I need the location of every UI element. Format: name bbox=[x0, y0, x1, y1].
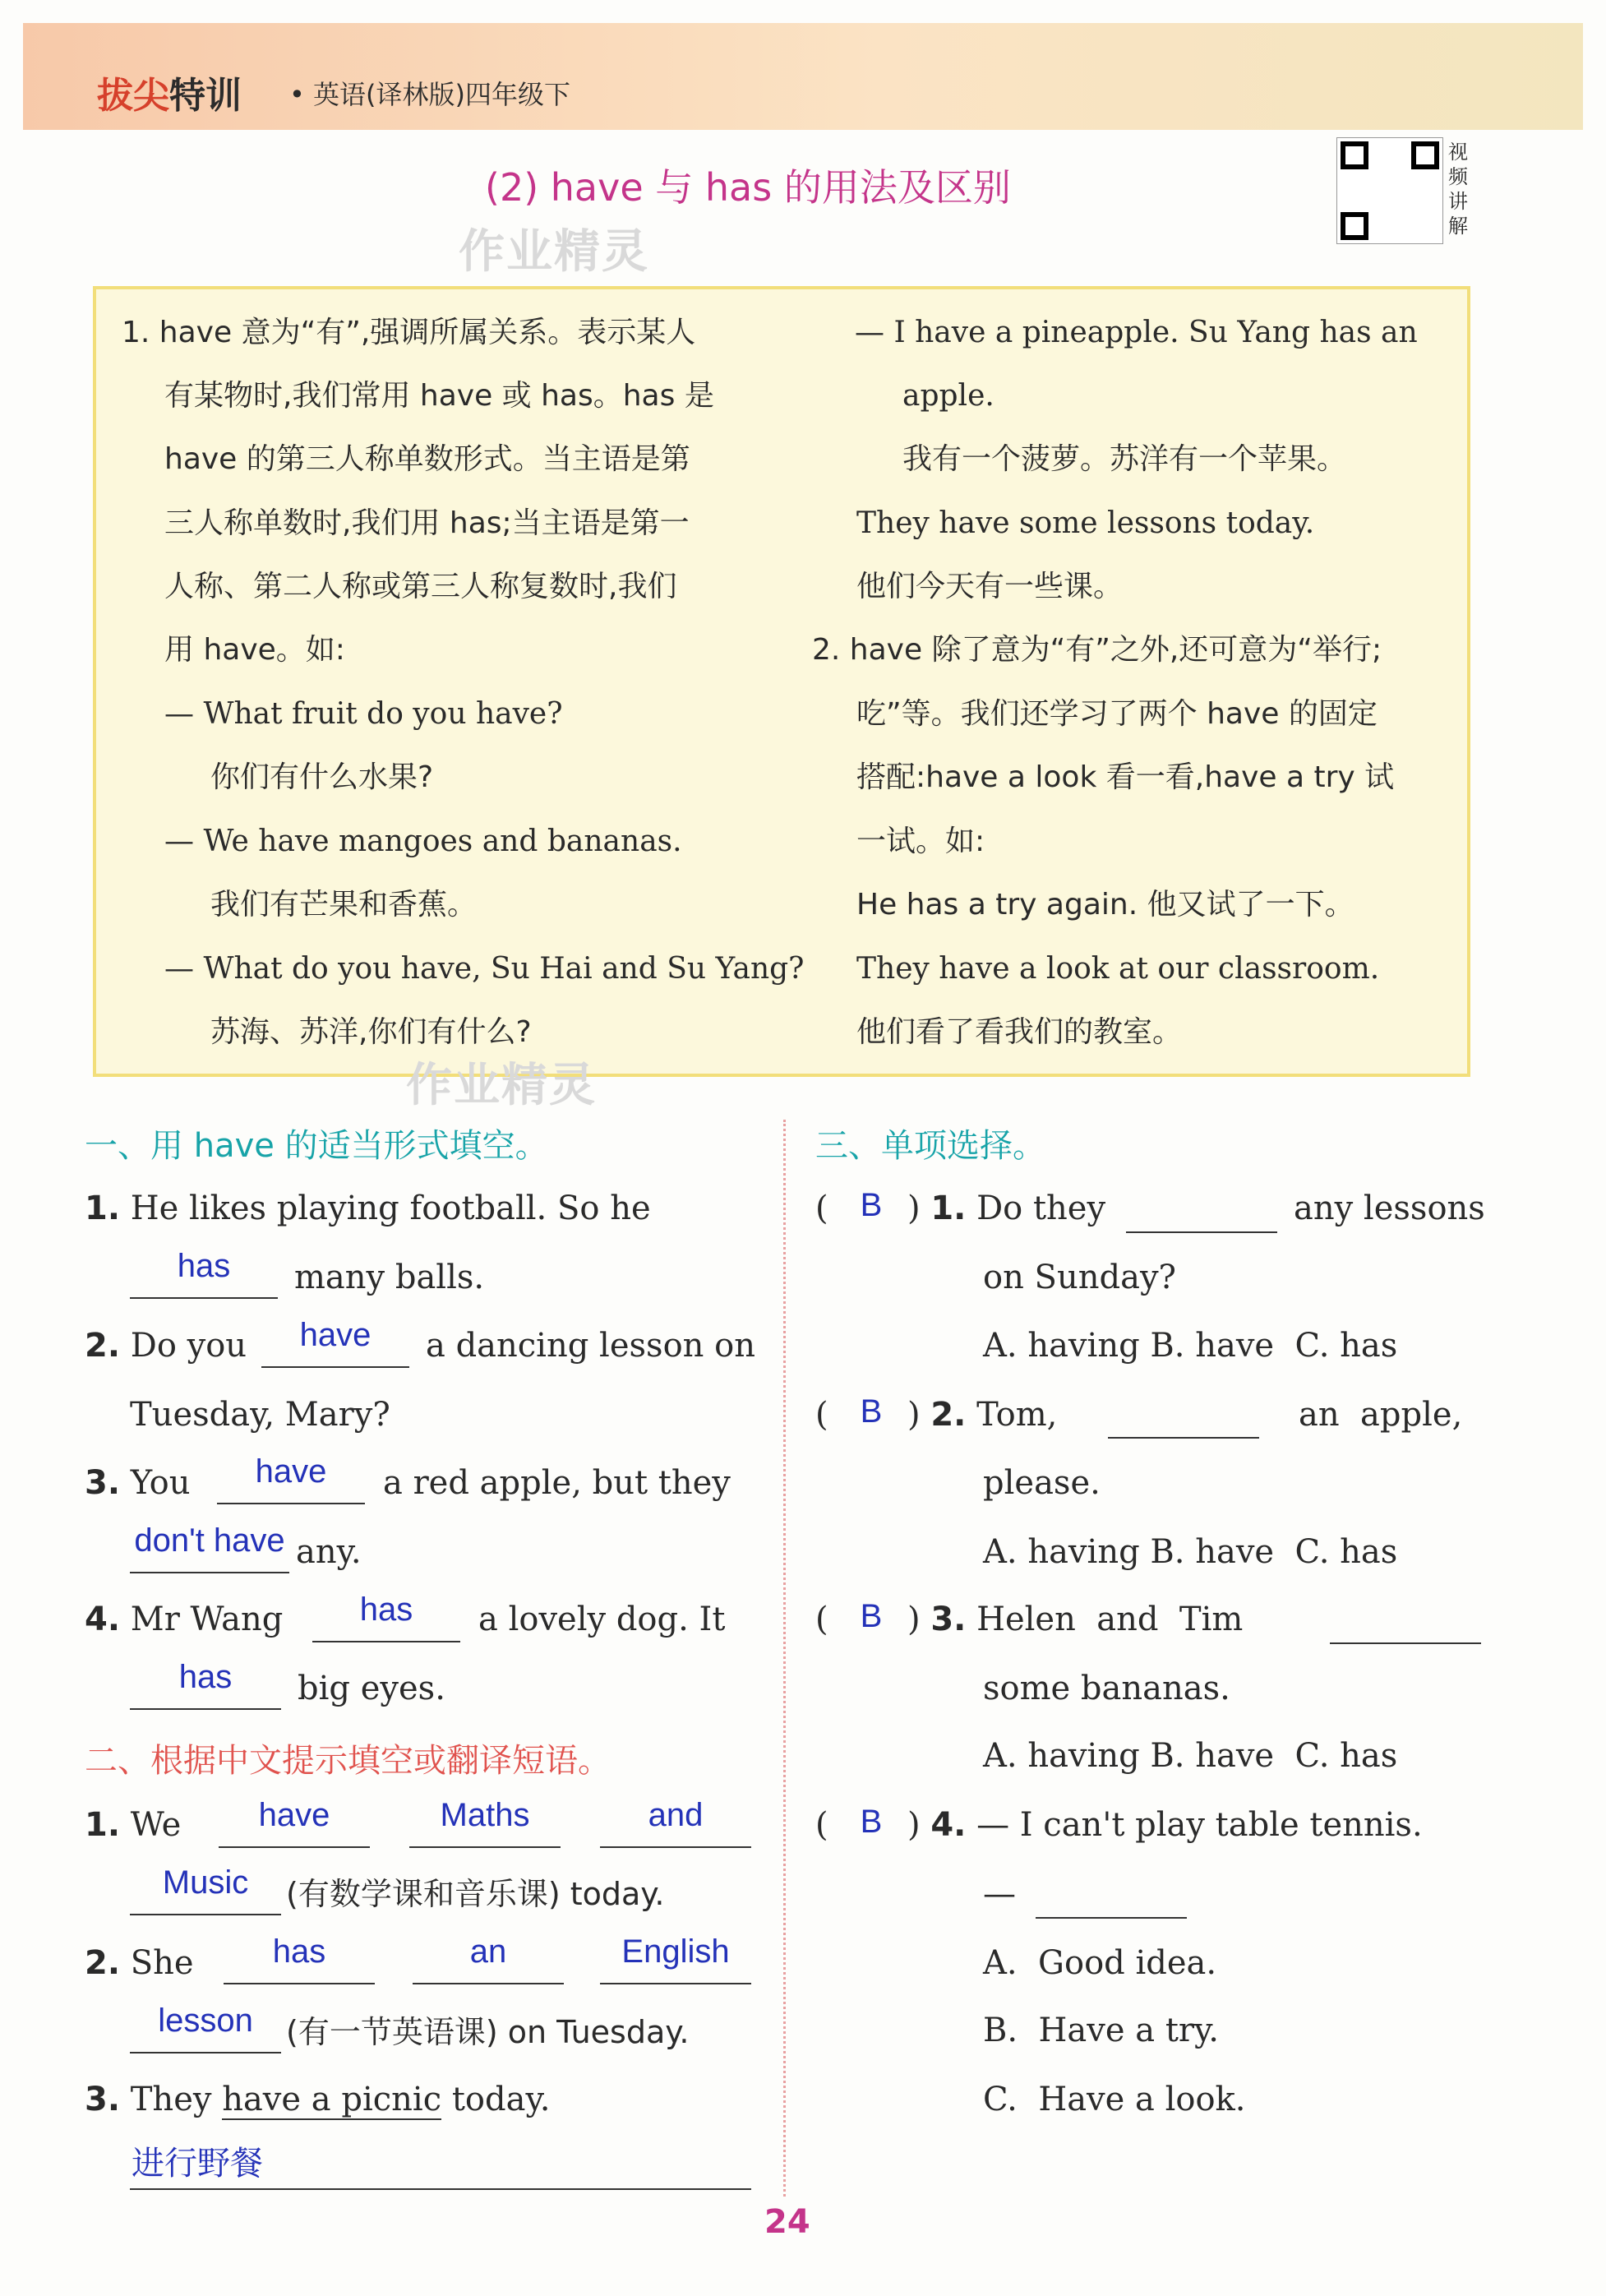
s2-q1-answer-4[interactable]: Music bbox=[162, 1864, 249, 1901]
s3-q3-line1: ) 3. Helen and Tim bbox=[907, 1601, 1244, 1638]
note-line: — I have a pineapple. Su Yang has an bbox=[855, 316, 1418, 349]
s3-q4-line2: — bbox=[983, 1875, 1016, 1913]
s1-q4-line2: big eyes. bbox=[298, 1670, 445, 1707]
note-line: They have a look at our classroom. bbox=[856, 952, 1380, 986]
s1-q1-line2: many balls. bbox=[294, 1259, 485, 1296]
watermark: 作业精灵 bbox=[406, 1059, 597, 1112]
s2-q1-line2: (有数学课和音乐课) today. bbox=[286, 1876, 665, 1912]
s3-q1-line1: ) 1. Do they bbox=[907, 1190, 1106, 1227]
s2-q2-answer-2[interactable]: an bbox=[469, 1933, 507, 1970]
s3-q2-bracket-open: ( bbox=[815, 1396, 828, 1434]
s3-q2-line2: please. bbox=[983, 1464, 1101, 1502]
note-line: 人称、第二人称或第三人称复数时,我们 bbox=[164, 570, 677, 603]
s1-q3-line1b: a red apple, but they bbox=[383, 1464, 731, 1502]
note-line: 搭配:have a look 看一看,have a try 试 bbox=[856, 760, 1395, 794]
s1-q3-line2: any. bbox=[296, 1533, 362, 1571]
s1-q3-answer-1[interactable]: have bbox=[255, 1453, 327, 1490]
s1-q4-answer-1[interactable]: has bbox=[359, 1591, 413, 1628]
answer-line bbox=[409, 1846, 561, 1848]
s2-q2-line1: 2. She bbox=[85, 1944, 194, 1982]
s1-q3-line1: 3. You bbox=[85, 1464, 191, 1502]
s2-q3-line1: 3. They have a picnic today. bbox=[85, 2081, 551, 2118]
s1-q4-line1b: a lovely dog. It bbox=[478, 1601, 726, 1638]
s1-q1-line1: 1. He likes playing football. So he bbox=[85, 1190, 651, 1227]
s3-q2-line1: ) 2. Tom, bbox=[907, 1396, 1058, 1434]
s3-q2-answer[interactable]: B bbox=[860, 1393, 883, 1430]
qr-code-icon[interactable] bbox=[1336, 137, 1443, 244]
s3-q1-line1b: any lessons bbox=[1294, 1190, 1485, 1227]
s1-q3-answer-2[interactable]: don't have bbox=[134, 1522, 285, 1559]
s3-q1-bracket-open: ( bbox=[815, 1190, 828, 1227]
answer-line bbox=[219, 1846, 370, 1848]
s2-q1-answer-3[interactable]: and bbox=[648, 1797, 704, 1833]
page-number: 24 bbox=[764, 2203, 810, 2241]
note-line: — We have mangoes and bananas. bbox=[164, 825, 682, 858]
s3-q2-options: A. having B. have C. has bbox=[983, 1533, 1398, 1571]
section-3-heading: 三、单项选择。 bbox=[815, 1127, 1045, 1165]
answer-line bbox=[413, 1983, 564, 1984]
note-line: 一试。如: bbox=[856, 825, 985, 858]
header-banner bbox=[23, 23, 1583, 130]
answer-line bbox=[130, 1572, 289, 1573]
note-line: 1. have 意为“有”,强调所属关系。表示某人 bbox=[122, 316, 696, 349]
book-title: • 英语(译林版)四年级下 bbox=[289, 79, 571, 110]
s1-q2-line1: 2. Do you bbox=[85, 1327, 247, 1365]
section-2-heading: 二、根据中文提示填空或翻译短语。 bbox=[85, 1742, 611, 1780]
s3-q4-option-c: C. Have a look. bbox=[983, 2081, 1246, 2118]
note-line: 三人称单数时,我们用 has;当主语是第一 bbox=[164, 506, 690, 540]
s3-q4-option-b: B. Have a try. bbox=[983, 2012, 1220, 2049]
answer-line bbox=[261, 1366, 409, 1368]
s1-q2-line1b: a dancing lesson on bbox=[426, 1327, 755, 1365]
column-divider bbox=[783, 1120, 786, 2197]
note-line: 我们有芒果和香蕉。 bbox=[210, 888, 478, 922]
note-line: 2. have 除了意为“有”之外,还可意为“举行; bbox=[812, 633, 1382, 667]
s1-q4-answer-2[interactable]: has bbox=[178, 1659, 233, 1695]
s3-q1-options: A. having B. have C. has bbox=[983, 1327, 1398, 1365]
note-line: — What fruit do you have? bbox=[164, 697, 563, 731]
answer-line bbox=[600, 1983, 751, 1984]
s1-q2-line2: Tuesday, Mary? bbox=[130, 1396, 390, 1434]
s1-q2-answer[interactable]: have bbox=[299, 1317, 372, 1353]
answer-line bbox=[130, 1708, 281, 1710]
note-line: — What do you have, Su Hai and Su Yang? bbox=[164, 952, 805, 986]
s1-q1-answer[interactable]: has bbox=[177, 1248, 231, 1284]
s1-q4-line1: 4. Mr Wang bbox=[85, 1601, 284, 1638]
s2-q2-answer-4[interactable]: lesson bbox=[158, 2003, 253, 2039]
answer-line bbox=[1126, 1231, 1277, 1233]
s3-q3-answer[interactable]: B bbox=[860, 1598, 883, 1634]
note-line: 他们今天有一些课。 bbox=[856, 570, 1124, 603]
s2-q2-line2: (有一节英语课) on Tuesday. bbox=[286, 2014, 690, 2050]
s2-q1-line1: 1. We bbox=[85, 1806, 182, 1844]
s2-q2-answer-1[interactable]: has bbox=[272, 1933, 326, 1970]
s3-q3-options: A. having B. have C. has bbox=[983, 1737, 1398, 1775]
answer-line bbox=[312, 1641, 460, 1642]
answer-line bbox=[130, 2052, 281, 2053]
s2-q1-answer-1[interactable]: have bbox=[258, 1797, 330, 1833]
s2-q2-answer-3[interactable]: English bbox=[621, 1933, 730, 1970]
note-line: 我有一个菠萝。苏洋有一个苹果。 bbox=[902, 442, 1347, 476]
section-1-heading: 一、用 have 的适当形式填空。 bbox=[85, 1127, 548, 1165]
answer-line bbox=[217, 1503, 365, 1504]
s3-q4-answer[interactable]: B bbox=[860, 1804, 883, 1840]
s2-q3-answer[interactable]: 进行野餐 bbox=[132, 2146, 263, 2182]
note-line: He has a try again. 他又试了一下。 bbox=[856, 888, 1354, 922]
answer-line bbox=[130, 1297, 278, 1299]
note-line: 你们有什么水果? bbox=[210, 760, 434, 794]
note-line: apple. bbox=[902, 379, 995, 413]
note-line: 他们看了看我们的教室。 bbox=[856, 1015, 1183, 1049]
answer-line bbox=[1108, 1437, 1259, 1439]
note-line: have 的第三人称单数形式。当主语是第 bbox=[164, 442, 690, 476]
answer-line bbox=[600, 1846, 751, 1848]
watermark: 作业精灵 bbox=[459, 225, 649, 279]
s2-q1-answer-2[interactable]: Maths bbox=[440, 1797, 530, 1833]
note-line: 有某物时,我们常用 have 或 has。has 是 bbox=[164, 379, 714, 413]
s3-q3-bracket-open: ( bbox=[815, 1601, 828, 1638]
s3-q4-bracket-open: ( bbox=[815, 1806, 828, 1844]
answer-line bbox=[224, 1983, 375, 1984]
s3-q4-option-a: A. Good idea. bbox=[983, 1944, 1217, 1982]
answer-line bbox=[130, 2188, 751, 2190]
s3-q1-line2: on Sunday? bbox=[983, 1259, 1176, 1296]
note-line: 用 have。如: bbox=[164, 633, 345, 667]
brand-logo: 拔尖特训 bbox=[97, 75, 242, 117]
s3-q4-line1: ) 4. — I can't play table tennis. bbox=[907, 1806, 1423, 1844]
answer-line bbox=[130, 1914, 281, 1915]
note-line: 苏海、苏洋,你们有什么? bbox=[210, 1015, 532, 1049]
qr-label: 视频讲解 bbox=[1448, 141, 1468, 238]
answer-line bbox=[1036, 1917, 1187, 1919]
s3-q3-line2: some bananas. bbox=[983, 1670, 1230, 1707]
s3-q2-line1b: an apple, bbox=[1299, 1396, 1463, 1434]
s3-q1-answer[interactable]: B bbox=[860, 1187, 883, 1223]
section-title: (2) have 与 has 的用法及区别 bbox=[485, 165, 1011, 210]
note-line: 吃”等。我们还学习了两个 have 的固定 bbox=[856, 697, 1378, 731]
note-line: They have some lessons today. bbox=[856, 506, 1315, 540]
answer-line bbox=[1330, 1642, 1481, 1644]
